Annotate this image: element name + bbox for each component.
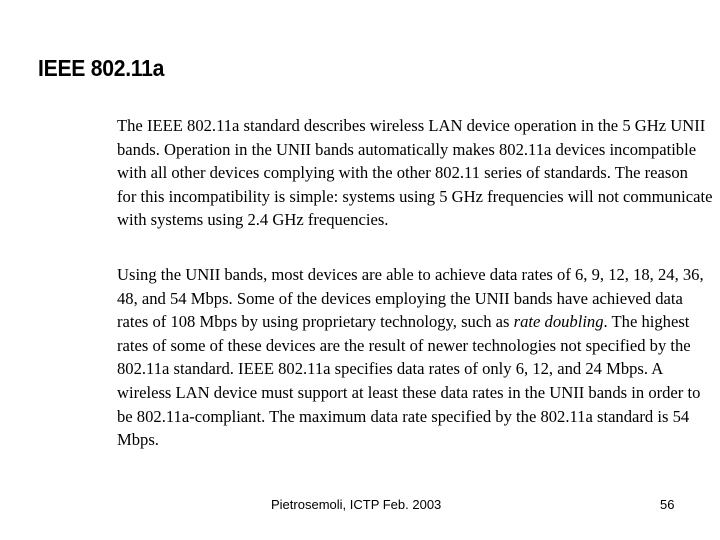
- footer-credit: Pietrosemoli, ICTP Feb. 2003: [271, 497, 442, 512]
- paragraph-line: Using the UNII bands, most devices are able to achieve data rates of 6, 9, 12, 18, 24, 36,: [117, 265, 704, 284]
- paragraph-line: with systems using 2.4 GHz frequencies.: [117, 210, 389, 230]
- paragraph-line: with all other devices complying with the other 802.11 series of standards. The reason: [117, 163, 688, 183]
- paragraph-line: 802.11a standard. IEEE 802.11a specifies data rates of only 6, 12, and 24 Mbps. A: [117, 359, 664, 379]
- paragraph-line: rates of some of these devices are the result of newer technologies not specified by the: [117, 335, 691, 355]
- paragraph-line: for this incompatibility is simple: systems using 5 GHz frequencies will not communicate: [117, 186, 713, 206]
- line-text: . The highest: [603, 312, 690, 332]
- page-number: 56: [660, 497, 675, 512]
- paragraph-line: 48, and 54 Mbps. Some of the devices employing the UNII bands have achieved data: [117, 288, 683, 308]
- paragraph-line: be 802.11a-compliant. The maximum data rate specified by the 802.11a standard is 54: [117, 406, 690, 426]
- body-paragraph-2: [117, 263, 704, 452]
- paragraph-line: wireless LAN device must support at least these data rates in the UNII bands in order to: [117, 382, 701, 402]
- emphasized-term: rate doubling: [513, 312, 604, 332]
- slide-title: IEEE 802.11a: [38, 55, 165, 81]
- paragraph-line: Mbps.: [117, 430, 159, 450]
- paragraph-line: [117, 310, 704, 334]
- line-text: rates of 108 Mbps by using proprietary technology, such as: [117, 312, 514, 332]
- body-paragraph-1: [117, 114, 712, 232]
- paragraph-line: bands. Operation in the UNII bands automatically makes 802.11a devices incompatible: [117, 139, 697, 159]
- paragraph-line: The IEEE 802.11a standard describes wireless LAN device operation in the 5 GHz UNII: [117, 116, 706, 135]
